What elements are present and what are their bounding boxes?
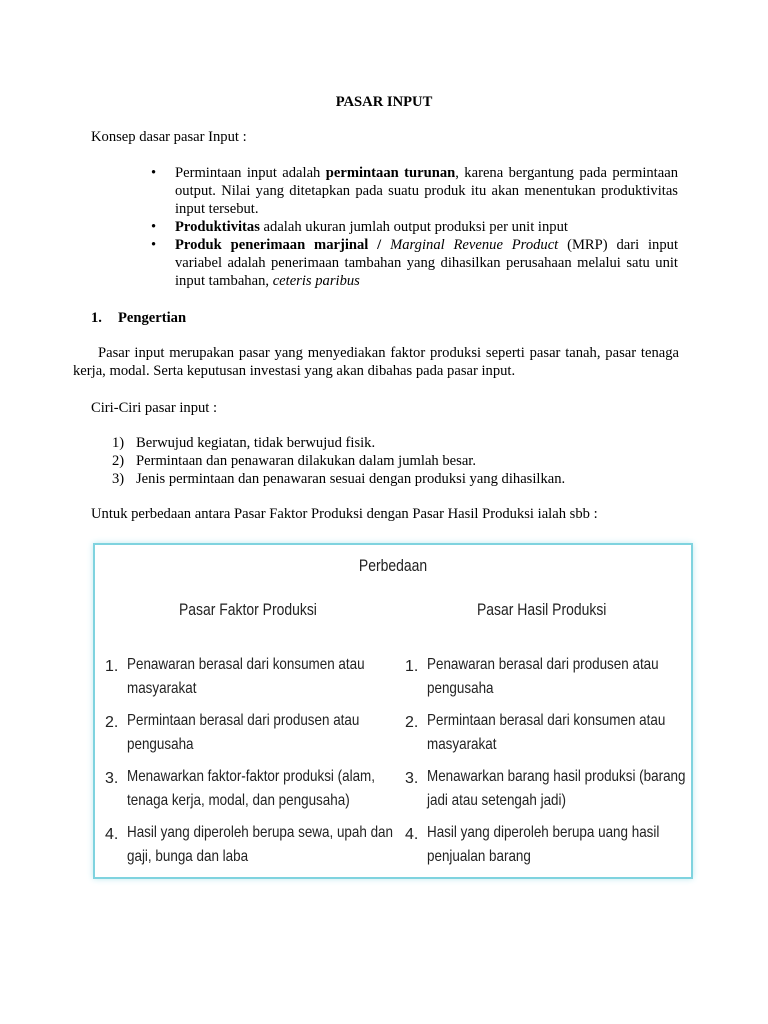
ciri-intro: Ciri-Ciri pasar input :: [91, 400, 218, 416]
list-item-text: Menawarkan faktor-faktor produksi (alam, tenaga kerja, modal, dan pengusaha): [127, 768, 375, 809]
list-item-number: 1): [112, 435, 125, 451]
comparison-title: Perbedaan: [358, 556, 428, 575]
list-item-number: 2.: [105, 714, 119, 731]
list-item-text: Berwujud kegiatan, tidak berwujud fisik.: [136, 435, 376, 451]
bullet-text: (MRP) dari input variabel adalah penerimaan tambahan yang dihasilkan perusahaan melalui satu unit input tambahan,: [175, 237, 678, 289]
comparison-intro: Untuk perbedaan antara Pasar Faktor Produksi dengan Pasar Hasil Produksi ialah sbb :: [91, 506, 598, 522]
list-item-number: 2.: [405, 714, 419, 731]
bullet-dot-icon: •: [151, 219, 157, 235]
list-item-text: Hasil yang diperoleh berupa uang hasil penjualan barang: [427, 824, 660, 865]
list-item-text: Permintaan berasal dari produsen atau pengusaha: [127, 712, 360, 753]
list-item-text: Penawaran berasal dari konsumen atau masyarakat: [127, 656, 365, 697]
definition-paragraph: Pasar input merupakan pasar yang menyediakan faktor produksi seperti pasar tanah, pasar tenaga kerja, modal. Serta keputusan investasi yang akan dibahas pada pasar input.: [73, 345, 679, 379]
bullet-bold-term: Produktivitas: [175, 219, 260, 235]
list-item-number: 4.: [105, 826, 119, 843]
product-market-column: [405, 653, 695, 877]
bullet-item: [148, 218, 678, 236]
list-item-text: Hasil yang diperoleh berupa sewa, upah dan gaji, bunga dan laba: [127, 824, 394, 865]
list-item: [405, 709, 695, 765]
list-item: [105, 765, 395, 821]
list-item: [405, 653, 695, 709]
list-item-number: 3): [112, 471, 125, 487]
page-title: PASAR INPUT: [335, 94, 433, 110]
list-item-number: 1.: [105, 658, 119, 675]
list-item: [112, 434, 565, 452]
list-item: [112, 470, 565, 488]
bullet-text: , karena bergantung pada permintaan output. Nilai yang ditetapkan pada suatu produk itu akan menentukan produktivitas input tersebut.: [175, 165, 678, 217]
list-item: [105, 821, 395, 877]
section-heading: [91, 309, 186, 327]
list-item-number: 4.: [405, 826, 419, 843]
list-item: [405, 765, 695, 821]
bullet-item: [148, 236, 678, 290]
section-number: 1.: [91, 310, 102, 326]
list-item-number: 1.: [405, 658, 419, 675]
factor-market-column: [105, 653, 395, 877]
column-header-factor-market: Pasar Faktor Produksi: [179, 600, 317, 619]
list-item-text: Permintaan dan penawaran dilakukan dalam jumlah besar.: [136, 453, 476, 469]
bullet-text: adalah ukuran jumlah output produksi per unit input: [259, 219, 568, 235]
section-heading-text: Pengertian: [118, 310, 187, 326]
list-item: [405, 821, 695, 877]
list-item: [105, 653, 395, 709]
bullet-dot-icon: •: [151, 237, 157, 253]
list-item-text: Permintaan berasal dari konsumen atau masyarakat: [427, 712, 666, 753]
list-item-text: Menawarkan barang hasil produksi (barang jadi atau setengah jadi): [427, 768, 686, 809]
bullet-text: Permintaan input adalah: [175, 165, 326, 181]
ciri-list: [112, 434, 565, 488]
bullet-italic-term: Marginal Revenue Product: [381, 237, 559, 253]
comparison-table-image: [93, 543, 693, 879]
list-item-number: 3.: [405, 770, 419, 787]
list-item-number: 2): [112, 453, 125, 469]
list-item: [112, 452, 565, 470]
list-item-number: 3.: [105, 770, 119, 787]
bullet-italic-term: ceteris paribus: [272, 273, 360, 289]
bullet-bold-term: Produk penerimaan marjinal /: [175, 237, 382, 253]
column-header-product-market: Pasar Hasil Produksi: [477, 600, 607, 619]
intro-text: Konsep dasar pasar Input :: [91, 129, 247, 145]
list-item: [105, 709, 395, 765]
bullet-bold-term: permintaan turunan: [325, 165, 456, 181]
bullet-dot-icon: •: [151, 165, 157, 181]
list-item-text: Penawaran berasal dari produsen atau pengusaha: [427, 656, 659, 697]
concept-bullet-list: [148, 164, 678, 290]
bullet-item: [148, 164, 678, 218]
list-item-text: Jenis permintaan dan penawaran sesuai dengan produksi yang dihasilkan.: [136, 471, 566, 487]
